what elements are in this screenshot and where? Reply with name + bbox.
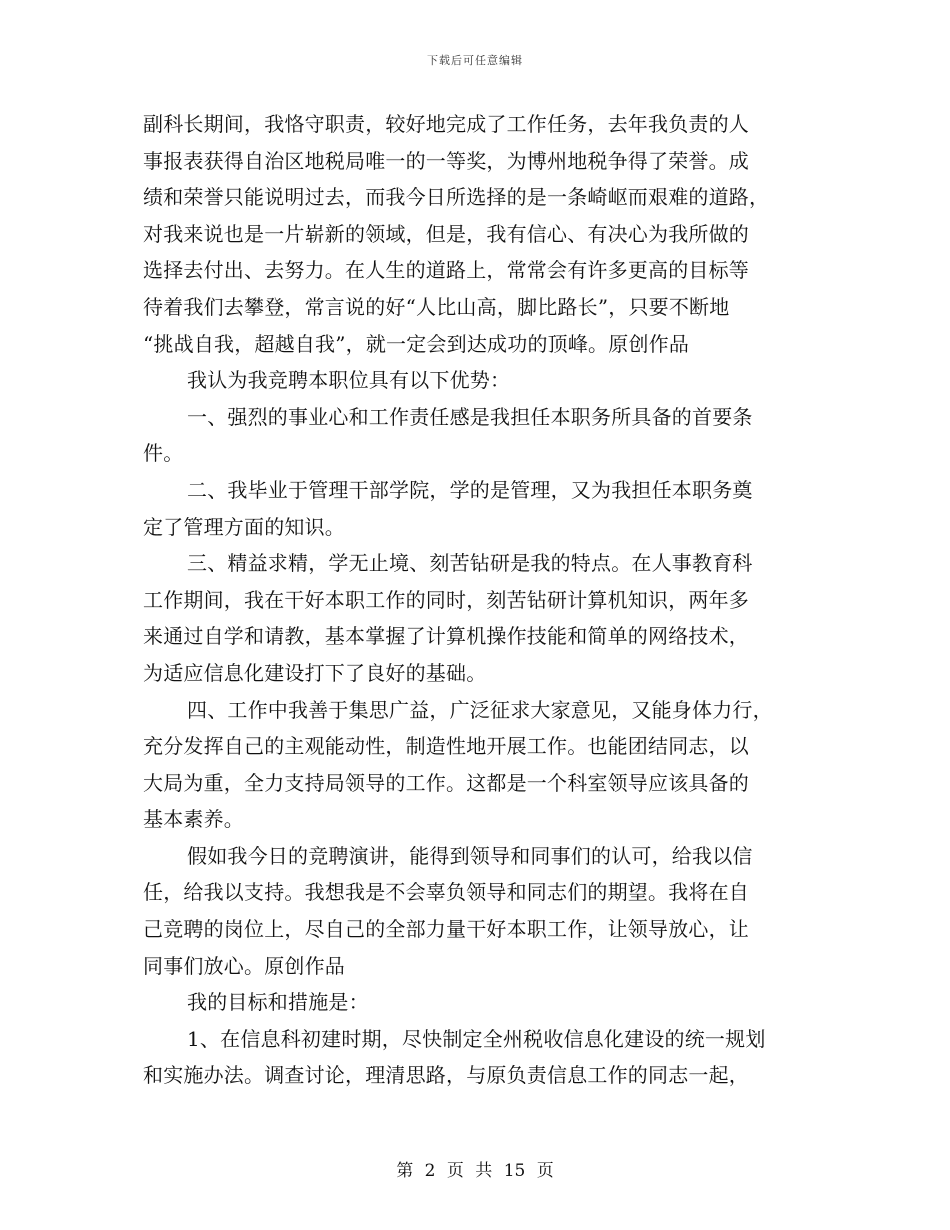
text-line: 定了管理方面的知识。	[143, 514, 345, 539]
text-line: 我认为我竞聘本职位具有以下优势：	[187, 368, 511, 393]
text-line: 1、在信息科初建时期，尽快制定全州税收信息化建设的统一规划	[187, 1026, 766, 1051]
text-line: 和实施办法。调查讨论，理清思路，与原负责信息工作的同志一起，	[143, 1063, 749, 1088]
text-line: 大局为重，全力支持局领导的工作。这都是一个科室领导应该具备的	[143, 770, 749, 795]
text-line: 充分发挥自己的主观能动性，制造性地开展工作。也能团结同志，以	[143, 734, 749, 759]
text-line: 己竞聘的岗位上，尽自己的全部力量干好本职工作，让领导放心，让	[143, 917, 749, 942]
text-line: 工作期间，我在干好本职工作的同时，刻苦钻研计算机知识，两年多	[143, 587, 749, 612]
text-line: 一、强烈的事业心和工作责任感是我担任本职务所具备的首要条	[187, 404, 753, 429]
page-header: 下载后可任意编辑	[427, 54, 523, 67]
page-number-footer: 第 2 页 共 15 页	[396, 1161, 554, 1181]
text-line: “挑战自我，超越自我”，就一定会到达成功的顶峰。原创作品	[143, 331, 690, 356]
text-line: 我的目标和措施是：	[187, 990, 369, 1015]
text-line: 假如我今日的竞聘演讲，能得到领导和同事们的认可，给我以信	[187, 843, 753, 868]
document-body	[143, 106, 808, 1094]
text-line: 为适应信息化建设打下了良好的基础。	[143, 660, 487, 685]
text-line: 同事们放心。原创作品	[143, 953, 345, 978]
text-line: 副科长期间，我恪守职责，较好地完成了工作任务，去年我负责的人	[143, 112, 749, 136]
text-line: 三、精益求精，学无止境、刻苦钻研是我的特点。在人事教育科	[187, 551, 753, 576]
text-line: 事报表获得自治区地税局唯一的一等奖，为博州地税争得了荣誉。成	[143, 148, 749, 173]
text-line: 二、我毕业于管理干部学院，学的是管理，又为我担任本职务奠	[187, 477, 753, 502]
text-line: 对我来说也是一片崭新的领域，但是，我有信心、有决心为我所做的	[143, 221, 749, 246]
text-line: 绩和荣誉只能说明过去，而我今日所选择的是一条崎岖而艰难的道路，	[143, 185, 770, 210]
text-line: 任，给我以支持。我想我是不会辜负领导和同志们的期望。我将在自	[143, 880, 749, 905]
text-line: 选择去付出、去努力。在人生的道路上，常常会有许多更高的目标等	[143, 258, 749, 283]
text-line: 四、工作中我善于集思广益，广泛征求大家意见，又能身体力行，	[187, 697, 773, 722]
text-line: 待着我们去攀登，常言说的好“人比山高，脚比路长”，只要不断地	[143, 294, 730, 319]
text-line: 件。	[143, 441, 184, 466]
text-line: 来通过自学和请教，基本掌握了计算机操作技能和简单的网络技术，	[143, 624, 749, 649]
text-line: 基本素养。	[143, 807, 244, 832]
